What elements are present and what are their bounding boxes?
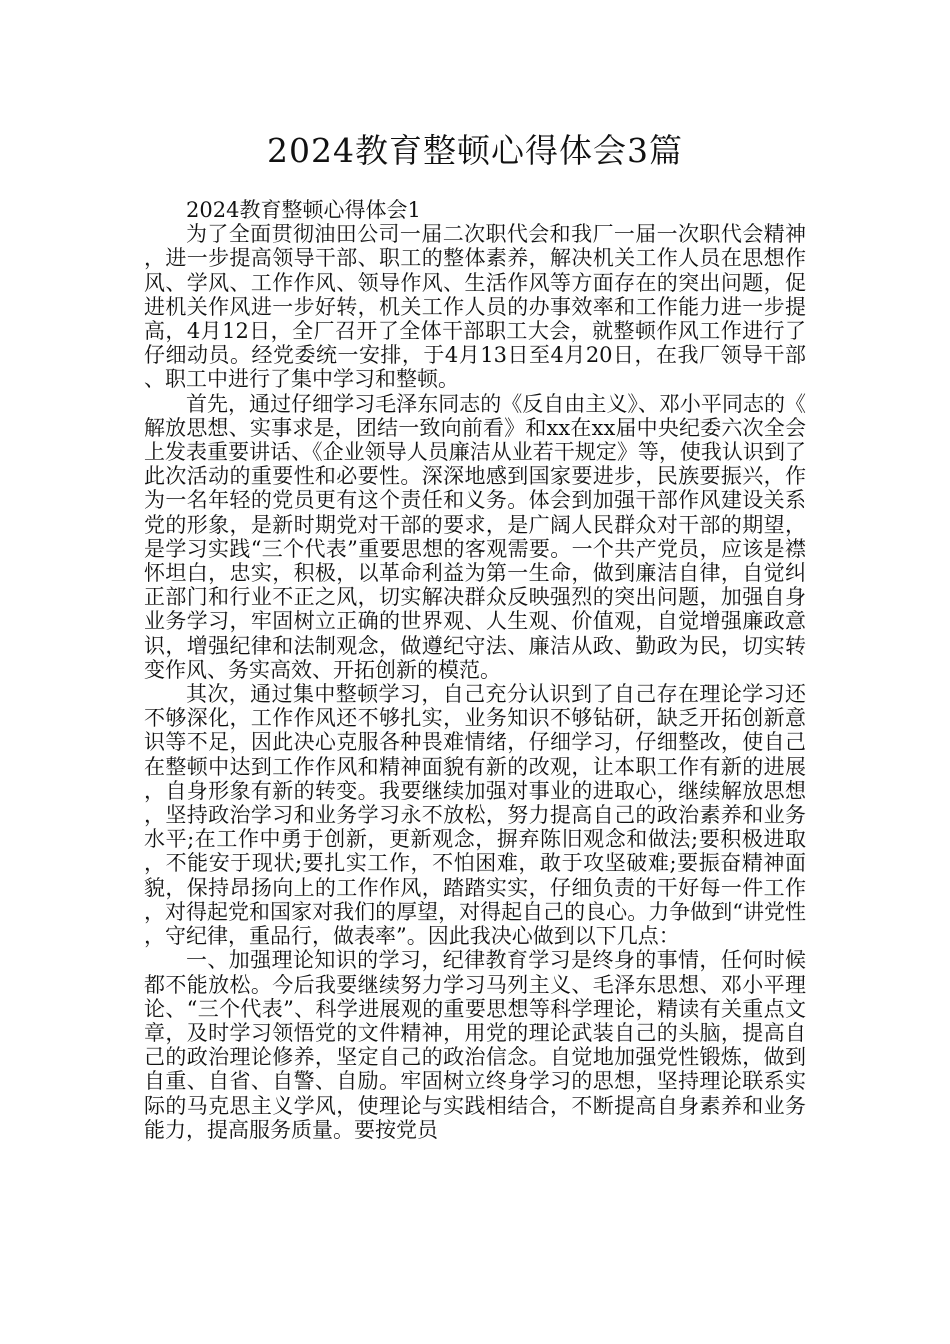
paragraph-2: 首先，通过仔细学习毛泽东同志的《反自由主义》、邓小平同志的《解放思想、实事求是，团结一致向前看》和xx在xx届中央纪委六次全会上发表重要讲话、《企业领导人员廉洁从业若干规定》等，使我认识到了此次活动的重要性和必要性。深深地感到国家要进步，民族要振兴，作为一名年轻的党员更有这个责任和义务。体会到加强干部作风建设关系党的形象，是新时期党对干部的要求，是广阔人民群众对干部的期望，是学习实践“三个代表”重要思想的客观需要。一个共产党员，应该是襟怀坦白，忠实，积极，以革命利益为第一生命，做到廉洁自律，自觉纠正部门和行业不正之风，切实解决群众反映强烈的突出问题，加强自身业务学习，牢固树立正确的世界观、人生观、价值观，自觉增强廉政意识，增强纪律和法制观念，做遵纪守法、廉洁从政、勤政为民，切实转变作风、务实高效、开拓创新的模范。	[144, 391, 806, 682]
document-title: 2024教育整顿心得体会3篇	[267, 131, 683, 170]
section-heading: 2024教育整顿心得体会1	[186, 198, 421, 222]
paragraph-1: 为了全面贯彻油田公司一届二次职代会和我厂一届一次职代会精神，进一步提高领导干部、职工的整体素养，解决机关工作人员在思想作风、学风、工作作风、领导作风、生活作风等方面存在的突出问题，促进机关作风进一步好转，机关工作人员的办事效率和工作能力进一步提高，4月12日，全厂召开了全体干部职工大会，就整顿作风工作进行了仔细动员。经党委统一安排，于4月13日至4月20日，在我厂领导干部、职工中进行了集中学习和整顿。	[144, 222, 806, 392]
document-body	[144, 198, 806, 1142]
paragraph-4: 一、加强理论知识的学习，纪律教育学习是终身的事情，任何时候都不能放松。今后我要继续努力学习马列主义、毛泽东思想、邓小平理论、“三个代表”、科学进展观的重要思想等科学理论，精读有关重点文章，及时学习领悟党的文件精神，用党的理论武装自己的头脑，提高自己的政治理论修养，坚定自己的政治信念。自觉地加强党性锻炼，做到自重、自省、自警、自励。牢固树立终身学习的思想，坚持理论联系实际的马克思主义学风，使理论与实践相结合，不断提高自身素养和业务能力，提高服务质量。要按党员	[144, 948, 806, 1142]
paragraph-3: 其次，通过集中整顿学习，自己充分认识到了自己存在理论学习还不够深化，工作作风还不够扎实，业务知识不够钻研，缺乏开拓创新意识等不足，因此决心克服各种畏难情绪，仔细学习，仔细整改，使自己在整顿中达到工作作风和精神面貌有新的改观，让本职工作有新的进展，自身形象有新的转变。我要继续加强对事业的进取心，继续解放思想，坚持政治学习和业务学习永不放松，努力提高自己的政治素养和业务水平;在工作中勇于创新，更新观念，摒弃陈旧观念和做法;要积极进取，不能安于现状;要扎实工作，不怕困难，敢于攻坚破难;要振奋精神面貌，保持昂扬向上的工作作风，踏踏实实，仔细负责的干好每一件工作，对得起党和国家对我们的厚望，对得起自己的良心。力争做到“讲党性，守纪律，重品行，做表率”。因此我决心做到以下几点：	[144, 682, 806, 949]
